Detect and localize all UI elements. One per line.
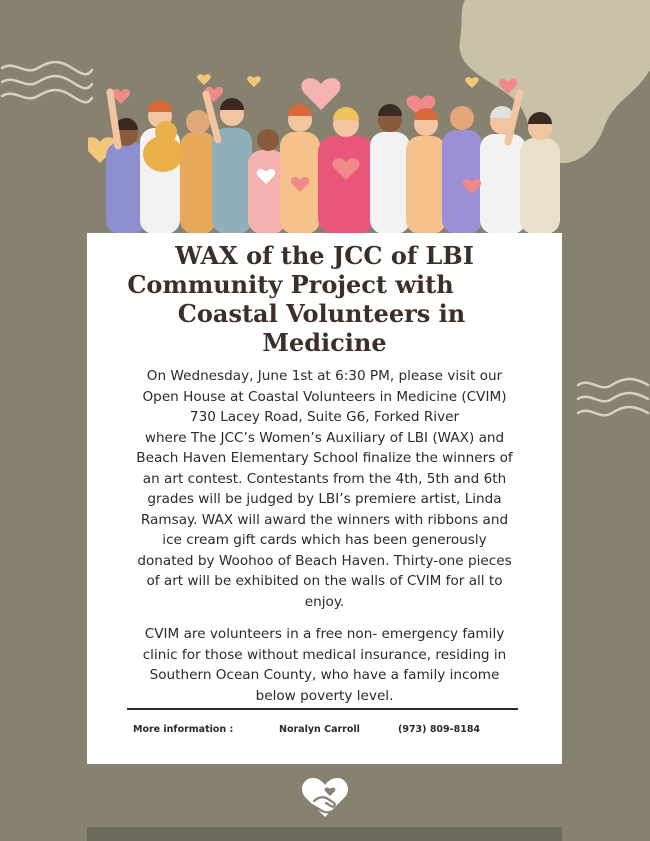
squiggle-right: [576, 373, 650, 433]
p1-line: Beach Haven Elementary School finalize the winners of: [136, 450, 513, 466]
p1-line: Open House at Coastal Volunteers in Medicine (CVIM): [142, 388, 507, 405]
p1-line: grades will be judged by LBI’s premiere artist, Linda: [147, 491, 502, 507]
title-line-3: Coastal Volunteers in: [177, 299, 466, 328]
divider: [127, 708, 518, 710]
paragraph-2: [101, 624, 548, 706]
p1-line: enjoy.: [304, 593, 345, 610]
p2-line: below poverty level.: [255, 687, 394, 704]
p1-line: ice cream gift cards which has been generously: [162, 532, 487, 548]
title-line-2: Community Project with: [127, 270, 454, 299]
p1-line: 730 Lacey Road, Suite G6, Forked River: [189, 409, 460, 425]
p1-line: an art contest. Contestants from the 4th, 5th and 6th: [142, 470, 507, 487]
paragraph-1: [101, 366, 548, 612]
crowd-illustration: [88, 62, 563, 234]
p1-line: of art will be exhibited on the walls of CVIM for all to: [146, 573, 503, 589]
footer-bar: [87, 827, 562, 841]
body-text: [101, 366, 548, 706]
p1-line: donated by Woohoo of Beach Haven. Thirty-one pieces: [137, 552, 512, 569]
p2-line: clinic for those without medical insurance, residing in: [142, 646, 507, 663]
p1-line: where The JCC’s Women’s Auxiliary of LBI (WAX) and: [144, 429, 505, 446]
p2-line: Southern Ocean County, who have a family income: [149, 667, 500, 683]
squiggle-left: [0, 58, 95, 118]
contact-phone[interactable]: (973) 809-8184: [398, 724, 481, 735]
hand-heart-logo-icon: [300, 775, 350, 819]
title-line-4: Medicine: [262, 328, 387, 357]
content-card: [87, 233, 562, 764]
p1-line: Ramsay. WAX will award the winners with ribbons and: [140, 511, 509, 528]
p2-line: CVIM are volunteers in a free non- emergency family: [144, 626, 505, 642]
page-title: [87, 241, 562, 357]
contact-name: Noralyn Carroll: [279, 724, 360, 735]
p1-line: On Wednesday, June 1st at 6:30 PM, please visit our: [146, 368, 503, 384]
title-line-1: WAX of the JCC of LBI: [175, 241, 474, 270]
contact-label: More information :: [133, 724, 234, 735]
